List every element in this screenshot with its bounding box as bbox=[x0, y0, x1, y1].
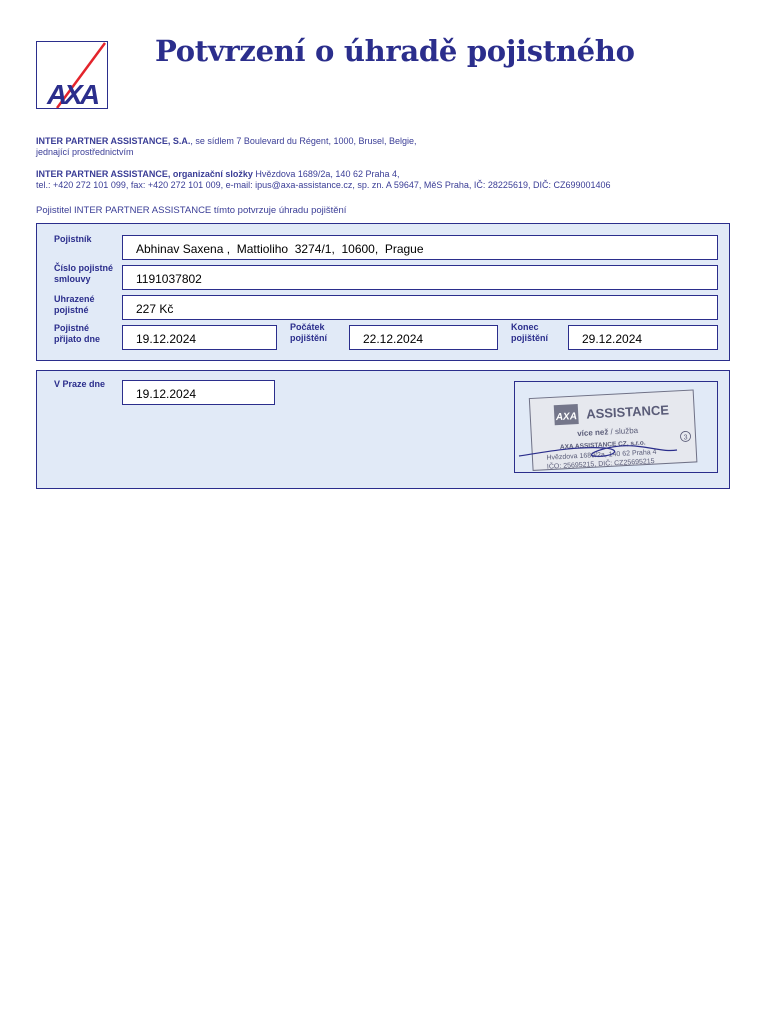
company-info-line3 bbox=[36, 169, 399, 180]
start-date-field[interactable]: 22.12.2024 bbox=[349, 325, 498, 350]
branch-name: INTER PARTNER ASSISTANCE, organizační složky bbox=[36, 169, 253, 179]
company-info-line1 bbox=[36, 136, 417, 147]
company-info-line2: jednající prostřednictvím bbox=[36, 147, 134, 157]
stamp-logo: AXA bbox=[555, 411, 578, 424]
page-title: Potvrzení o úhradě pojistného bbox=[155, 34, 635, 68]
stamp-slogan: více než / služba bbox=[577, 425, 639, 439]
end-label: Konec pojištění bbox=[511, 322, 549, 343]
payment-details-panel bbox=[36, 223, 730, 361]
end-date-field[interactable]: 29.12.2024 bbox=[568, 325, 718, 350]
logo-text: AXA bbox=[46, 79, 98, 108]
paid-label: Uhrazené pojistné bbox=[54, 294, 95, 315]
branch-address: Hvězdova 1689/2a, 140 62 Praha 4, bbox=[252, 169, 400, 179]
company-contacts: tel.: +420 272 101 099, fax: +420 272 101 009, e-mail: ipus@axa-assistance.cz, sp. zn. A 59647, MěS Praha, IČ: 28225619, DIČ: CZ699001406 bbox=[36, 180, 611, 190]
company-stamp bbox=[515, 382, 718, 473]
place-date-label: V Praze dne bbox=[54, 379, 106, 389]
insured-field[interactable]: Abhinav Saxena , Mattioliho 3274/1, 10600, Prague bbox=[122, 235, 718, 260]
stamp-company: AXA ASSISTANCE CZ, s.r.o. bbox=[559, 439, 646, 452]
stamp-ids: IČO: 25695215, DIČ: CZ25695215 bbox=[546, 458, 655, 471]
contract-number-field[interactable]: 1191037802 bbox=[122, 265, 718, 290]
axa-logo bbox=[36, 41, 108, 109]
company-address: , se sídlem 7 Boulevard du Régent, 1000, Brusel, Belgie, bbox=[190, 136, 417, 146]
stamp-brand: ASSISTANCE bbox=[585, 402, 670, 422]
received-label: Pojistné přijato dne bbox=[54, 323, 101, 344]
signature-panel bbox=[36, 370, 730, 489]
received-date-field[interactable]: 19.12.2024 bbox=[122, 325, 277, 350]
insured-label: Pojistník bbox=[54, 234, 92, 244]
company-stamp-box bbox=[514, 381, 718, 473]
signature-date-field[interactable]: 19.12.2024 bbox=[122, 380, 275, 405]
stamp-address: Hvězdova 1689/2a, 140 62 Praha 4 bbox=[546, 448, 657, 462]
start-label: Počátek pojištění bbox=[290, 322, 328, 343]
intro-text: Pojistitel INTER PARTNER ASSISTANCE tímto potvrzuje úhradu pojištění bbox=[36, 205, 347, 216]
contract-label: Číslo pojistné smlouvy bbox=[54, 263, 114, 284]
stamp-number: 3 bbox=[683, 434, 688, 442]
paid-amount-field[interactable]: 227 Kč bbox=[122, 295, 718, 320]
company-name: INTER PARTNER ASSISTANCE, S.A. bbox=[36, 136, 191, 146]
